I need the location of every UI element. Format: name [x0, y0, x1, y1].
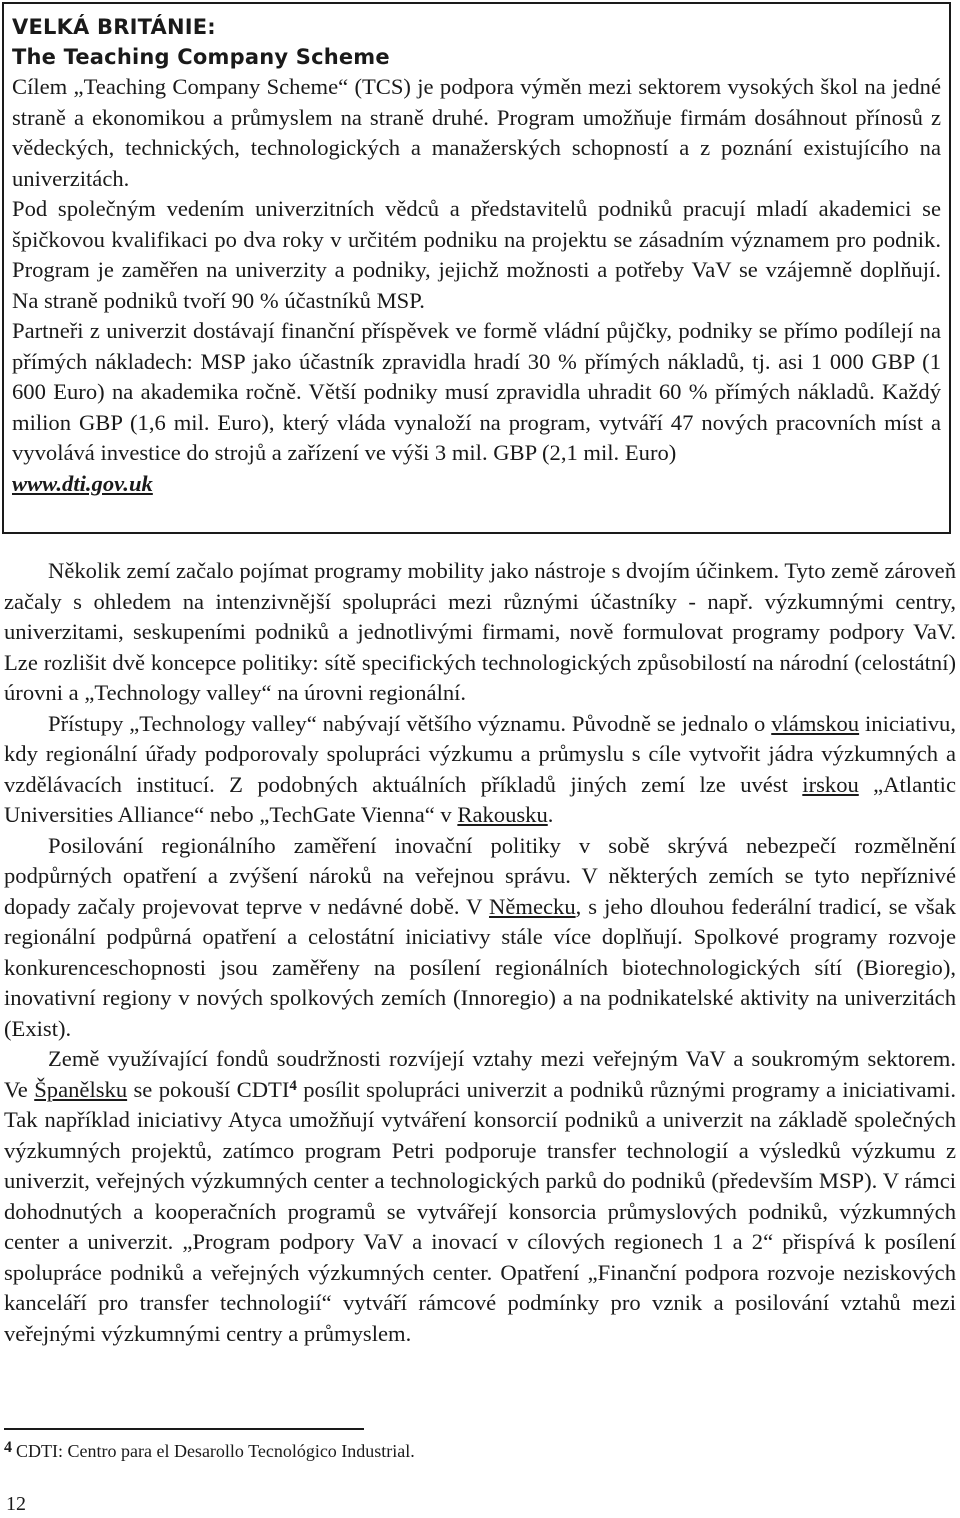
footnote-number: 4 — [4, 1439, 12, 1456]
link-spain[interactable]: Španělsku — [34, 1076, 128, 1102]
link-austria[interactable]: Rakousku — [457, 802, 548, 827]
link-germany[interactable]: Německu — [489, 893, 576, 919]
info-box-uk — [2, 2, 951, 534]
body-paragraph: Posilování regionálního zaměření inovační politiky v sobě skrývá nebezpečí rozmělnění podpůrných opatření a zvýšení nároků na veřejnou správu. V některých zemích se tyto nepříznivé dopady začaly projevovat teprve v nedávné době. V Německu, s jeho dlouhou federální tradicí, se však regionální podpůrná opatření a celostátní iniciativy stále více doplňují. Spolkové programy rozvoje konkurenceschopnosti jsou zaměřeny na posílení regionálních biotechnologických sítí (Bioregio), inovativní regiony v nových spolkových zemích (Innoregio) a na podnikatelské aktivity na univerzitách (Exist). — [4, 832, 957, 1041]
box-paragraph: Partneři z univerzit dostávají finanční příspěvek ve formě vládní půjčky, podniky se přímo podílejí na přímých nákladech: MSP jako účastník zpravidla hradí 30 % přímých nákladů, tj. asi 1 000 GBP (1 600 Euro) na akademika ročně. Větší podniky musí zpravidla uhradit 60 % přímých nákladů. Každý milion GBP (1,6 mil. Euro), který vláda vynaloží na program, vytváří 47 nových pracovních míst a vyvolává investice do strojů a zařízení ve výši 3 mil. GBP (2,1 mil. Euro) — [12, 318, 941, 465]
box-paragraph: Cílem „Teaching Company Scheme“ (TCS) je podpora výměn mezi sektorem vysokých škol na jedné straně a ekonomikou a průmyslem na straně druhé. Program umožňuje firmám dosáhnout přínosů z vědeckých, technických, technologických a manažerských schopností a z poznání existujícího na univerzitách. — [12, 74, 941, 191]
footnote-ref[interactable]: 4 — [289, 1077, 297, 1094]
footnote-divider — [4, 1428, 364, 1430]
link-flemish[interactable]: vlámskou — [771, 710, 860, 736]
main-text — [4, 556, 956, 1349]
box-heading-program: The Teaching Company Scheme — [12, 45, 390, 69]
body-paragraph: Přístupy „Technology valley“ nabývají většího významu. Původně se jednalo o vlámskou iniciativu, kdy regionální úřady podporovaly spolupráci výzkumu a průmyslu s cíle vytvořit jádra výzkumných a vzdělávacích institucí. Z podobných aktuálních příkladů jiných zemí lze uvést irskou „Atlantic Universities Alliance“ nebo „TechGate Vienna“ v Rakousku. — [4, 710, 956, 827]
body-paragraph: Země využívající fondů soudržnosti rozvíjejí vztahy mezi veřejným VaV a soukromým sektorem. Ve Španělsku se pokouší CDTI$^4$ posílit spolupráci univerzit a podniků různými programy a iniciativami. Tak například iniciativy Atyca umožňují vytváření konsorcií podniků a univerzit na základě společných výzkumných projektů, zatímco program Petri podporuje transfer technologií a výsledků výzkumu z univerzit, veřejných výzkumných center a technologických parků do podniků (především MSP). V rámci dohodnutých a kooperačních programů se vytvářejí konsorcia průmyslových podniků, výzkumných center a univerzit. „Program podpory VaV a inovací v cílových regionech 1 a 2“ přispívá k posílení spolupráce podniků a veřejných výzkumných center. Opatření „Finanční podpora rozvoje neziskových kanceláří pro transfer technologií“ vytváří rámcové podmínky pro vznik a posilování vztahů mezi veřejnými výzkumnými centry a průmyslem. — [4, 1046, 956, 1346]
footnote-text: CDTI: Centro para el Desarollo Tecnológico Industrial. — [16, 1441, 415, 1461]
box-heading-country: VELKÁ BRITÁNIE: — [12, 15, 216, 39]
box-paragraph: Pod společným vedením univerzitních vědců a představitelů podniků pracují mladí akademici se špičkovou kvalifikaci po dva roky v určitém podniku na projektu se zásadním významem pro podnik. Program je zaměřen na univerzity a podniky, jejichž možnosti a potřeby VaV se vzájemně doplňují. Na straně podniků tvoří 90 % účastníků MSP. — [12, 196, 941, 313]
footnote — [4, 1436, 904, 1463]
page-number: 12 — [6, 1493, 26, 1515]
box-web-link[interactable]: www.dti.gov.uk — [12, 470, 153, 496]
link-irish[interactable]: irskou — [802, 771, 859, 797]
body-paragraph: Několik zemí začalo pojímat programy mobility jako nástroje s dvojím účinkem. Tyto země zároveň začaly s ohledem na intenzivnější spolupráci mezi různými účastníky - např. výzkumnými centry, univerzitami, seskupeními podniků a jednotlivými firmami, nově formulovat programy podpory VaV. Lze rozlišit dvě koncepce politiky: sítě specifických technologických způsobilostí na národní (celostátní) úrovni a „Technology valley“ na úrovni regionální. — [4, 558, 956, 705]
